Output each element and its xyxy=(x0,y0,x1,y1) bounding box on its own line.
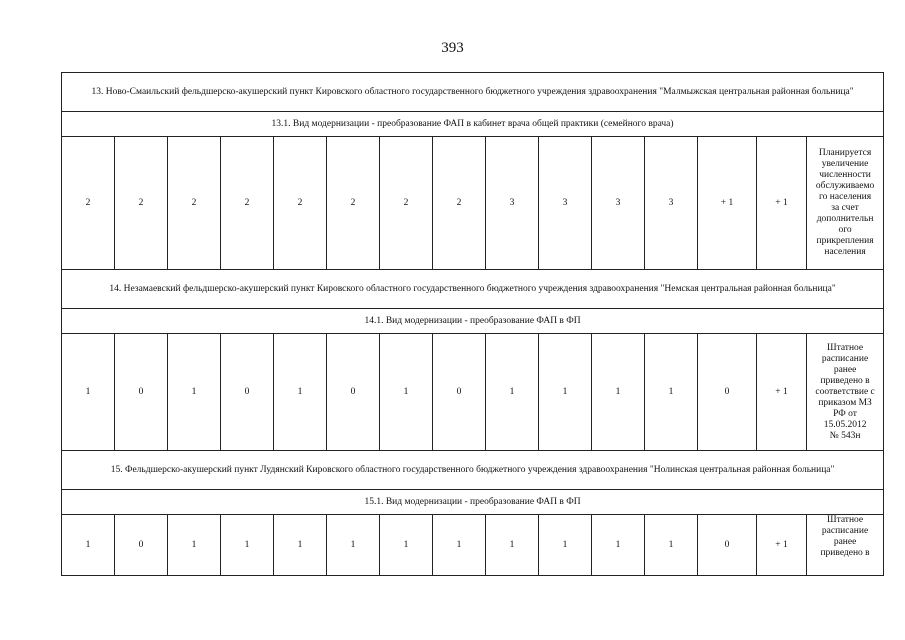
table-cell: 3 xyxy=(592,137,645,270)
table-cell: 0 xyxy=(115,515,168,576)
table-cell: 2 xyxy=(221,137,274,270)
table-cell: 3 xyxy=(486,137,539,270)
table-cell: 2 xyxy=(274,137,327,270)
section-title: 14. Незамаевский фельдшерско-акушерский пункт Кировского областного государственного бюджетного учреждения здравоохранения "Немская центральная районная больница" xyxy=(62,270,884,309)
table-cell: 3 xyxy=(539,137,592,270)
table-cell: 2 xyxy=(62,137,115,270)
table-cell: 1 xyxy=(327,515,380,576)
table-cell: 2 xyxy=(168,137,221,270)
table-cell: 2 xyxy=(115,137,168,270)
table-cell: 0 xyxy=(115,334,168,451)
table-cell: 1 xyxy=(645,515,698,576)
note-text: Планируется увеличение численности обслуживаемо го населения за счет дополнительн ого прикрепления населения xyxy=(815,148,875,257)
table-cell: 1 xyxy=(62,515,115,576)
page-number: 393 xyxy=(441,40,464,56)
note-text: Штатное расписание ранее приведено в соответствие с приказом МЗ РФ от 15.05.2012 № 543н xyxy=(815,342,875,441)
table-cell: + 1 xyxy=(698,137,757,270)
section-row xyxy=(62,270,884,309)
table-row xyxy=(62,515,884,576)
table-cell: 1 xyxy=(274,334,327,451)
table-cell: 1 xyxy=(274,515,327,576)
section-row xyxy=(62,73,884,112)
note-cell xyxy=(807,137,884,270)
table-cell: 1 xyxy=(486,334,539,451)
table-cell: 0 xyxy=(698,515,757,576)
note-cell xyxy=(807,334,884,451)
table-cell: 3 xyxy=(645,137,698,270)
table-cell: 2 xyxy=(433,137,486,270)
section-title: 15. Фельдшерско-акушерский пункт Лудянский Кировского областного государственного бюджетного учреждения здравоохранения "Нолинская центральная районная больница" xyxy=(62,451,884,490)
subsection-title: 15.1. Вид модернизации - преобразование ФАП в ФП xyxy=(62,490,884,515)
table-cell: 2 xyxy=(380,137,433,270)
table-cell: 1 xyxy=(592,334,645,451)
table-cell: 1 xyxy=(486,515,539,576)
table-cell: 1 xyxy=(433,515,486,576)
table-cell: + 1 xyxy=(757,137,807,270)
table-cell: 0 xyxy=(327,334,380,451)
table-cell: + 1 xyxy=(757,334,807,451)
subsection-title: 13.1. Вид модернизации - преобразование ФАП в кабинет врача общей практики (семейного врача) xyxy=(62,112,884,137)
table-cell: 1 xyxy=(539,515,592,576)
section-row xyxy=(62,451,884,490)
table-cell: + 1 xyxy=(757,515,807,576)
table-cell: 1 xyxy=(380,334,433,451)
table-row xyxy=(62,137,884,270)
table-cell: 2 xyxy=(327,137,380,270)
note-cell xyxy=(807,515,884,576)
subsection-row xyxy=(62,490,884,515)
section-title: 13. Ново-Смаильский фельдшерско-акушерский пункт Кировского областного государственного бюджетного учреждения здравоохранения "Малмыжская центральная районная больница" xyxy=(62,73,884,112)
subsection-row xyxy=(62,112,884,137)
modernization-table xyxy=(61,72,884,576)
note-text: Штатное расписание ранее приведено в xyxy=(820,515,870,558)
table-cell: 1 xyxy=(221,515,274,576)
subsection-title: 14.1. Вид модернизации - преобразование ФАП в ФП xyxy=(62,309,884,334)
table-cell: 1 xyxy=(168,334,221,451)
table-cell: 0 xyxy=(433,334,486,451)
table-cell: 0 xyxy=(221,334,274,451)
table-cell: 1 xyxy=(539,334,592,451)
table-cell: 1 xyxy=(62,334,115,451)
table-cell: 1 xyxy=(168,515,221,576)
table-cell: 1 xyxy=(380,515,433,576)
table-cell: 0 xyxy=(698,334,757,451)
table-row xyxy=(62,334,884,451)
table-cell: 1 xyxy=(645,334,698,451)
table-cell: 1 xyxy=(592,515,645,576)
subsection-row xyxy=(62,309,884,334)
